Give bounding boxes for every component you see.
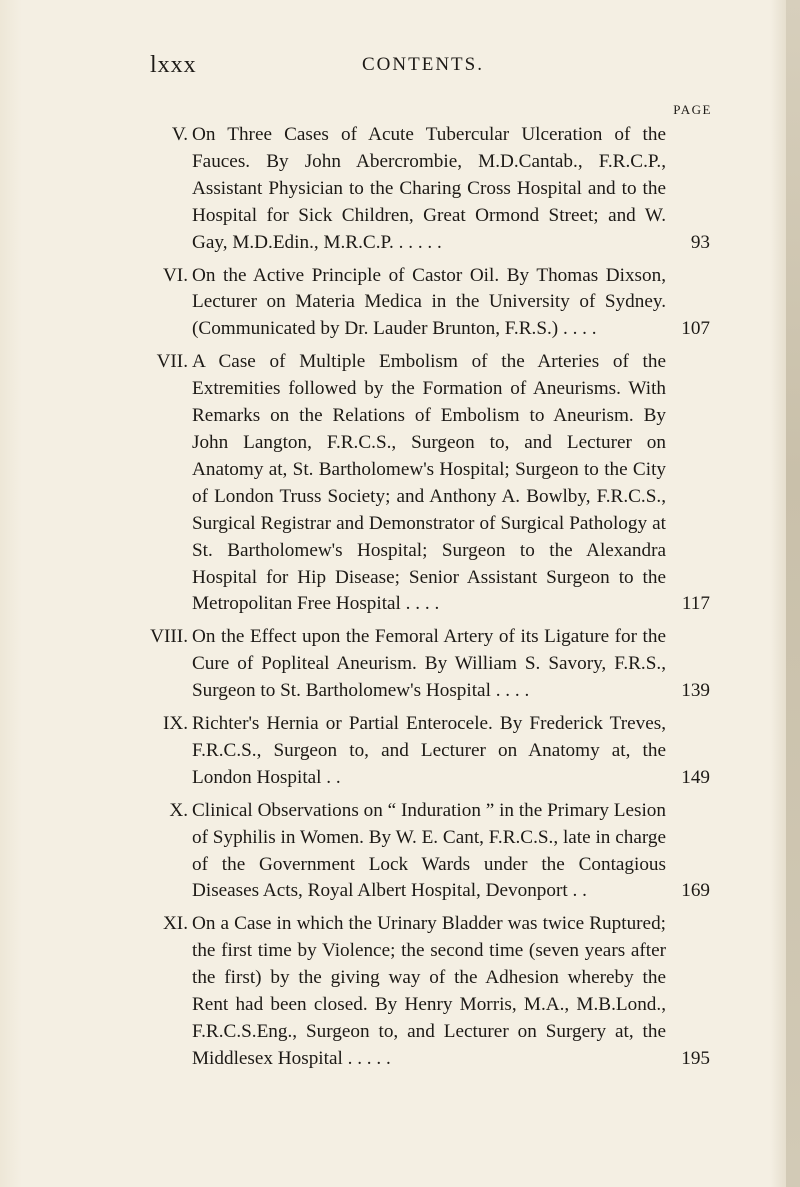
header-title: CONTENTS. — [362, 54, 484, 75]
entry-text: A Case of Multiple Embolism of the Arteries of the Extremities followed by the Formation of Aneurisms. With Remarks on the Relations of Embolism to Aneurism. By John Langton, F.R.C.S., Surgeon to, and Lecturer on Anatomy at, St. Bartholomew's Hospital; Surgeon to the City of London Truss Society; and Anthony A. Bowlby, F.R.C.S., Surgical Registrar and Demonstrator of Surgical Pathology at St. Bartholomew's Hospital; Surgeon to the Alexandra Hospital for Hip Disease; Senior Assistant Surgeon to the Metropolitan Free Hospital . . . . — [192, 351, 666, 615]
entry-number: IX. — [162, 713, 188, 735]
entry-number: VI. — [162, 264, 188, 286]
entry-text: On a Case in which the Urinary Bladder was twice Ruptured; the first time by Violence; the second time (seven years after the first) by the giving way of the Adhesion whereby the Rent had been closed. By Henry Morris, M.A., M.B.Lond., F.R.C.S.Eng., Surgeon to, and Lecturer on Surgery at, the Middlesex Hospital . . . . . — [192, 913, 666, 1069]
entry-page-number: 139 — [681, 680, 710, 702]
entry-text: Clinical Observations on “ Induration ” in the Primary Lesion of Syphilis in Women. By W. E. Cant, F.R.C.S., late in charge of the Government Lock Wards under the Contagious Diseases Acts, Royal Albert Hospital, Devonport . . — [192, 799, 666, 902]
entry-page-number: 107 — [681, 318, 710, 340]
entry-number: V. — [171, 124, 188, 145]
contents-entry-vii — [150, 349, 710, 618]
running-header — [0, 52, 800, 82]
entry-text: Richter's Hernia or Partial Enterocele. By Frederick Treves, F.R.C.S., Surgeon to, and Lecturer on Anatomy at, the London Hospital . . — [192, 713, 666, 788]
contents-list — [150, 122, 710, 1079]
entry-text: On the Effect upon the Femoral Artery of its Ligature for the Cure of Popliteal Aneurism. By William S. Savory, F.R.S., Surgeon to St. Bartholomew's Hospital . . . . — [192, 626, 666, 702]
contents-entry-viii — [150, 624, 710, 705]
entry-number: X. — [169, 799, 188, 821]
contents-entry-x — [150, 798, 710, 906]
entry-page-number: 195 — [681, 1047, 710, 1069]
page-edge — [786, 0, 800, 1187]
entry-text: On Three Cases of Acute Tubercular Ulceration of the Fauces. By John Abercrombie, M.D.Cantab., F.R.C.P., Assistant Physician to the Charing Cross Hospital and to the Hospital for Sick Children, Great Ormond Street; and W. Gay, M.D.Edin., M.R.C.P. . . . . . — [192, 124, 666, 253]
entry-page-number: 117 — [681, 593, 710, 615]
entry-page-number: 149 — [681, 766, 710, 788]
entry-number: XI. — [162, 913, 188, 935]
entry-page-number: 169 — [681, 880, 710, 902]
entry-number: VII. — [156, 351, 188, 373]
contents-entry-v — [150, 122, 710, 257]
page-folio: lxxx — [150, 52, 197, 78]
contents-entry-ix — [150, 711, 710, 792]
entry-text: On the Active Principle of Castor Oil. By Thomas Dixson, Lecturer on Materia Medica in the University of Sydney. (Communicated by Dr. Lauder Brunton, F.R.S.) . . . . — [192, 264, 666, 340]
contents-entry-vi — [150, 263, 710, 344]
entry-number: VIII. — [150, 626, 188, 648]
page-column-label: PAGE — [673, 102, 712, 117]
contents-entry-xi — [150, 911, 710, 1072]
entry-page-number: 93 — [690, 231, 710, 253]
